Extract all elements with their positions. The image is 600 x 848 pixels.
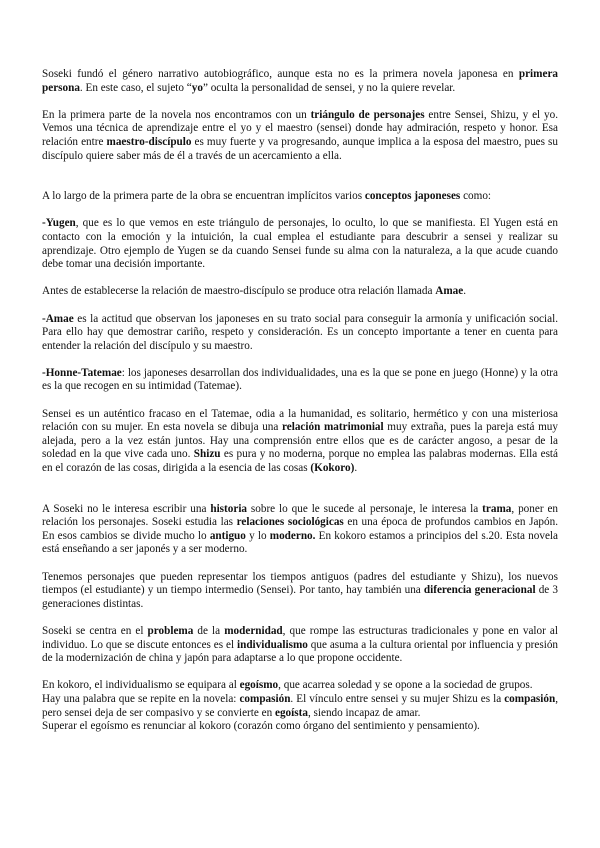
paragraph-sensei (42, 408, 558, 476)
text-run: , pero sensei deja de ser compasivo y se convierte en (42, 692, 558, 719)
bold-term: diferencia generacional (423, 584, 536, 597)
document-body (42, 68, 558, 734)
text-run: de 3 generaciones distintas. (42, 584, 558, 610)
text-run: en una época de profundos cambios en Japón. En esos cambios se divide mucho lo (42, 516, 558, 542)
text-run: , que rompe las estructuras tradicionales y pone en valor al individuo. Lo que se discute entonces es el (42, 624, 558, 651)
bold-term: relación matrimonial (282, 421, 384, 434)
bold-term: yo (191, 81, 203, 94)
text-run: A lo largo de la primera parte de la obra se encuentran implícitos varios (42, 190, 365, 203)
text-run: Superar el egoísmo es renunciar al kokoro (corazón como órgano del sentimiento y pensamiento). (42, 720, 480, 733)
bold-term: relaciones sociológicas (236, 516, 344, 529)
text-run: de la (193, 624, 225, 637)
text-run: Sensei es un auténtico fracaso en el Tatemae, odia a la humanidad, es solitario, hermético y con una misteriosa relación con su mujer. En esta novela se dibuja una (42, 407, 558, 434)
bold-term: Shizu (193, 448, 221, 461)
bold-term: conceptos japoneses (364, 190, 461, 203)
text-run: , que es lo que vemos en este triángulo de personajes, lo oculto, lo que se manifiesta. El Yugen está en contacto con la emoción y la intuición, la cual emplea el estudiante para descubrir a sensei y realizar su aprendizaje. Otro ejemplo de Yugen se da cuando Sensei funde su alma con la naturaleza, a la que acude cuando debe tomar una decisión importante. (42, 217, 558, 271)
text-run: es pura y no moderna, porque no emplea las palabras modernas. Ella está en el corazón de las cosas, dirigida a la esencia de las cosas (42, 448, 559, 475)
text-run: como: (460, 190, 492, 203)
bold-term: -Yugen (42, 217, 76, 230)
paragraph-triangulo (42, 109, 558, 163)
paragraph-egoismo (42, 679, 558, 693)
text-run: : los japoneses desarrollan dos individualidades, una es la que se pone en juego (Honne) y la otra es la que recogen en su intimidad (Tatemae). (42, 366, 558, 393)
bold-term: -Amae (42, 312, 74, 325)
bold-term: (Kokoro) (310, 462, 355, 475)
text-run: ” oculta la personalidad de sensei, y no la quiere revelar. (202, 81, 456, 94)
paragraph-honne-tatemae (42, 367, 558, 394)
bold-term: individualismo (236, 638, 308, 651)
text-run: . En este caso, el sujeto “ (79, 81, 192, 94)
bold-term: moderno. (269, 529, 316, 542)
text-run: Tenemos personajes que pueden representar los tiempos antiguos (padres del estudiante y Shizu), los nuevos tiempos (el estudiante) y un tiempo intermedio (Sensei). Por tanto, hay también una (42, 570, 558, 597)
text-run: . (463, 285, 467, 298)
text-run: . (354, 462, 358, 475)
bold-term: problema (147, 624, 194, 637)
bold-term: historia (210, 502, 248, 515)
text-run: es la actitud que observan los japoneses en su trato social para conseguir la armonía y unificación social. Para ello hay que demostrar cariño, respeto y consideración. Es un concepto importante a tener en cuenta para entender la relación del discípulo y su maestro. (42, 312, 558, 352)
text-run: es muy fuerte y va progresando, aunque implica a la esposa del maestro, pues su discípulo quiere saber más de él a través de un acercamiento a ella. (42, 135, 558, 162)
text-run: A Soseki no le interesa escribir una (42, 502, 211, 515)
text-run: Hay una palabra que se repite en la novela: (42, 692, 240, 705)
bold-term: primera persona (42, 68, 558, 94)
bold-term: modernidad (224, 624, 283, 637)
text-run: , poner en relación los personajes. Soseki estudia las (42, 502, 558, 529)
text-run: , que acarrea soledad y se opone a la sociedad de grupos. (278, 679, 533, 692)
text-run: En kokoro, el individualismo se equipara al (42, 679, 240, 692)
paragraph-intro (42, 68, 558, 95)
bold-term: maestro-discípulo (106, 135, 192, 148)
text-run: Antes de establecerse la relación de maestro-discípulo se produce otra relación llamada (42, 285, 436, 298)
text-run: sobre lo que le sucede al personaje, le interesa la (247, 502, 483, 515)
bold-term: egoísta (275, 706, 308, 719)
text-run: En la primera parte de la novela nos encontramos con un (42, 108, 311, 121)
paragraph-conceptos (42, 190, 558, 204)
text-run: entre Sensei, Shizu, y el yo. Vemos una técnica de aprendizaje entre el yo y el maestro (sensei) donde hay admiración, respeto y honor. Esa relación entre (42, 108, 558, 148)
text-run: muy extraña, pues la pareja está muy alejada, pero a la vez están juntos. Hay una comprensión entre ellos que es de carácter angoso, a pesar de la soledad en la que vive cada uno. (42, 421, 558, 461)
text-run: y lo (245, 529, 270, 542)
paragraph-yugen (42, 217, 558, 271)
bold-term: compasión (239, 692, 291, 705)
paragraph-amae (42, 313, 558, 354)
paragraph-kokoro (42, 720, 558, 734)
paragraph-compasion (42, 693, 558, 720)
text-run: . El vínculo entre sensei y su mujer Shizu es la (290, 692, 505, 705)
paragraph-modernidad (42, 625, 558, 666)
text-run: Soseki se centra en el (42, 624, 148, 637)
bold-term: egoísmo (239, 679, 279, 692)
bold-term: antiguo (209, 529, 246, 542)
paragraph-amae-intro (42, 285, 558, 299)
text-run: , siendo incapaz de amar. (307, 706, 421, 719)
text-run: Soseki fundó el género narrativo autobiográfico, aunque esta no es la primera novela japonesa en (42, 68, 519, 80)
text-run: En kokoro estamos a principios del s.20. Esta novela está enseñando a ser japonés y a ser moderno. (42, 529, 558, 556)
paragraph-generaciones (42, 571, 558, 612)
text-run: que asuma a la cultura oriental por influencia y presión de la modernización de china y japón para adaptarse a lo que propone occidente. (42, 638, 559, 665)
bold-term: trama (482, 502, 512, 515)
bold-term: triángulo de personajes (310, 108, 425, 121)
paragraph-historia (42, 503, 558, 557)
bold-term: -Honne-Tatemae (42, 366, 122, 379)
bold-term: Amae (435, 285, 464, 298)
bold-term: compasión (504, 692, 556, 705)
